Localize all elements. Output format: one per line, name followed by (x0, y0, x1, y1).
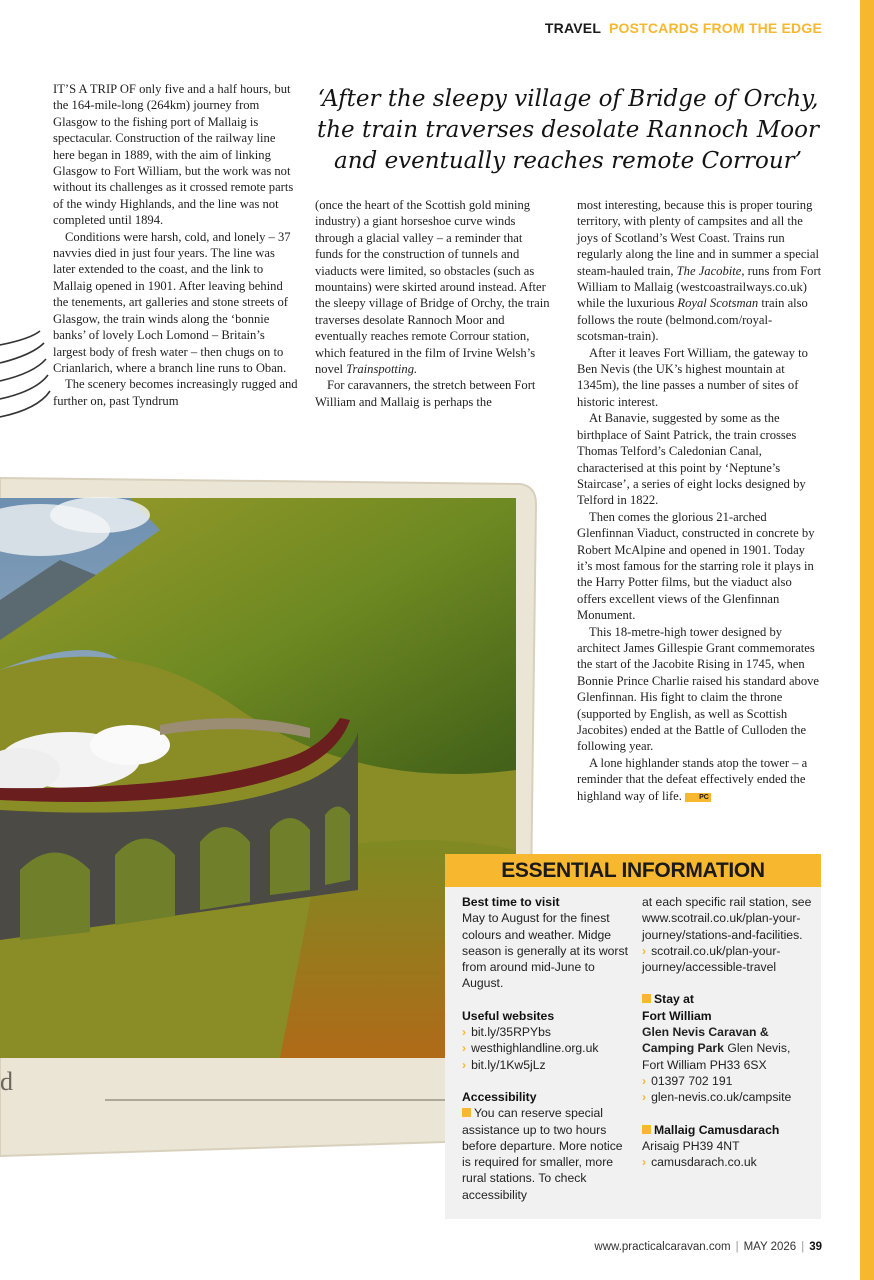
article-paragraph: Then comes the glorious 21-arched Glenfinnan Viaduct, constructed in concrete by Robert McAlpine and opened in 1901. Today it’s most famous for the starring role it plays in the Harry Potter films, but the viaduct also offers excellent views of the Glenfinnan Monument. (577, 509, 815, 623)
accessibility-link[interactable] (642, 943, 814, 976)
arrow-bullet-icon: › (462, 1025, 467, 1040)
film-title: Trainspotting. (346, 362, 418, 377)
best-time-text: May to August for the finest colours and weather. Midge season is generally at its worst from around mid-June to August. (462, 911, 628, 991)
website-link-text[interactable]: bit.ly/1Kw5jLz (471, 1057, 546, 1072)
accessibility-link-text[interactable]: scotrail.co.uk/plan-your-journey/accessible-travel (642, 943, 781, 975)
stay-town: Fort William (642, 1008, 712, 1023)
article-paragraph (577, 197, 823, 345)
article-paragraph: At Banavie, suggested by some as the birthplace of Saint Patrick, the train crosses Thomas Telford’s Caledonian Canal, characterised at this point by ‘Neptune’s Staircase’, a series of eight locks designed by Telford in 1822. (577, 411, 806, 508)
arrow-bullet-icon: › (642, 1155, 647, 1170)
essential-information-box (445, 854, 821, 1219)
postcard-caption: d (0, 1067, 13, 1096)
page-number: 39 (809, 1241, 822, 1253)
section-label: TRAVEL (544, 20, 601, 36)
campsite-name: Mallaig Camusdarach (642, 1122, 814, 1138)
train-name: The Jacobite (676, 263, 742, 278)
info-column-right (642, 894, 814, 1170)
article-paragraph: The scenery becomes increasingly rugged and further on, past Tyndrum (53, 377, 298, 408)
photo-scene (0, 497, 516, 1058)
arrow-bullet-icon: › (642, 1090, 647, 1105)
best-time-heading: Best time to visit (462, 895, 560, 909)
square-bullet-icon (642, 1125, 651, 1134)
campsite-website[interactable]: › glen-nevis.co.uk/campsite (642, 1090, 792, 1105)
stay-heading: Stay at (642, 991, 814, 1007)
accessibility-continued: at each specific rail station, see www.scotrail.co.uk/plan-your-journey/stations-and-facilities. (642, 895, 812, 942)
campsite-website[interactable]: › camusdarach.co.uk (642, 1155, 757, 1170)
website-link[interactable] (462, 1057, 628, 1073)
subsection-label: POSTCARDS FROM THE EDGE (608, 20, 822, 36)
article-column-3 (577, 197, 823, 804)
page-edge-accent-bar (860, 0, 874, 1280)
footer-website[interactable]: www.practicalcaravan.com (594, 1241, 731, 1253)
info-column-left (462, 894, 628, 1203)
pull-quote: ‘After the sleepy village of Bridge of Orchy, the train traverses desolate Rannoch Moor and eventually reaches remote Corrour’ (317, 86, 819, 174)
article-text: A lone highlander stands atop the tower – a reminder that the defeat effectively ended the highland way of life. (577, 755, 808, 803)
info-box-title: ESSENTIAL INFORMATION (445, 854, 821, 887)
article-column-2 (315, 197, 551, 410)
websites-heading: Useful websites (462, 1008, 555, 1023)
article-paragraph (577, 755, 823, 804)
article-paragraph: Conditions were harsh, cold, and lonely – 37 navvies died in just four years. The line was later extended to the coast, and the link to Mallaig opened in 1901. After leaving behind the tenements, art galleries and stone streets of Glasgow, the train winds along the ‘bonnie banks’ of lovely Loch Lomond – Britain’s largest body of fresh water – then chugs on to Crianlarich, where a branch line runs to Oban. (53, 229, 291, 375)
end-mark-badge: PC (685, 793, 711, 802)
article-column-1 (53, 81, 299, 409)
campsite-address: Glen Nevis, Fort William PH33 6SX (642, 1041, 791, 1072)
article-paragraph: This 18-metre-high tower designed by architect James Gillespie Grant commemorates the start of the Jacobite Rising in 1745, when Bonnie Prince Charlie raised his standard above Glenfinnan. His fight to claim the throne (supported by English, as well as Scottish Jacobites) ended at the Battle of Culloden the following year. (577, 624, 820, 754)
article-paragraph (315, 197, 551, 377)
page-footer: www.practicalcaravan.com | MAY 2026 | 39 (594, 1241, 822, 1253)
article-text: (once the heart of the Scottish gold mining industry) a giant horseshoe curve winds through a glacial valley – a reminder that funds for the construction of tunnels and viaducts were limited, so obstacles (such as mountains) were skirted around instead. After the sleepy village of Bridge of Orchy, the train traverses desolate Rannoch Moor and eventually reaches remote Corrour station, which featured in the film of Irvine Welsh’s novel (315, 198, 550, 377)
website-link-text[interactable]: bit.ly/35RPYbs (471, 1025, 551, 1040)
article-paragraph: IT’S A TRIP OF only five and a half hours, but the 164-mile-long (264km) journey from Glasgow to the fishing port of Mallaig is spectacular. Construction of the railway line here began in 1889, with the aim of linking Glasgow to Fort William, but the work was not without its challenges as it crossed remote parts of the windy Highlands, and the line was not completed until 1894. (53, 82, 294, 228)
campsite-phone[interactable]: › 01397 702 191 (642, 1073, 733, 1088)
campsite-name: Glen Nevis Caravan & Camping Park (642, 1025, 769, 1056)
campsite-entry (642, 1024, 814, 1073)
arrow-bullet-icon: › (462, 1057, 467, 1072)
article-text: , runs from Fort William to Mallaig (westcoastrailways.co.uk) while the luxurious (577, 263, 822, 311)
website-link[interactable] (462, 1040, 628, 1056)
article-paragraph: After it leaves Fort William, the gateway to Ben Nevis (the UK’s highest mountain at 1345m), the line passes a number of sites of historic interest. (577, 345, 808, 409)
accessibility-heading: Accessibility (462, 1089, 537, 1104)
website-link-text[interactable]: westhighlandline.org.uk (471, 1041, 599, 1056)
accessibility-text: You can reserve special assistance up to two hours before departure. More notice is required for smaller, more rural stations. To check accessibility (462, 1106, 623, 1202)
footer-issue: MAY 2026 (743, 1241, 797, 1253)
arrow-bullet-icon: › (462, 1041, 467, 1056)
article-text: train also follows the route (belmond.com/royal-scotsman-train). (577, 296, 808, 344)
website-link[interactable] (462, 1024, 628, 1040)
campsite-address: Arisaig PH39 4NT (642, 1138, 740, 1153)
article-paragraph: For caravanners, the stretch between Fort William and Mallaig is perhaps the (315, 378, 536, 409)
arrow-bullet-icon: › (642, 1073, 647, 1088)
running-head (545, 20, 822, 36)
arrow-bullet-icon: › (642, 943, 647, 958)
square-bullet-icon (462, 1108, 471, 1117)
swirl-lines-decoration (0, 325, 60, 425)
article-text: most interesting, because this is proper touring territory, with plenty of campsites and all the joys of Scotland’s West Coast. Trains run regularly along the line and in summer a special steam-hauled train, (577, 198, 819, 278)
train-name: Royal Scotsman (677, 296, 759, 311)
square-bullet-icon (642, 994, 651, 1003)
